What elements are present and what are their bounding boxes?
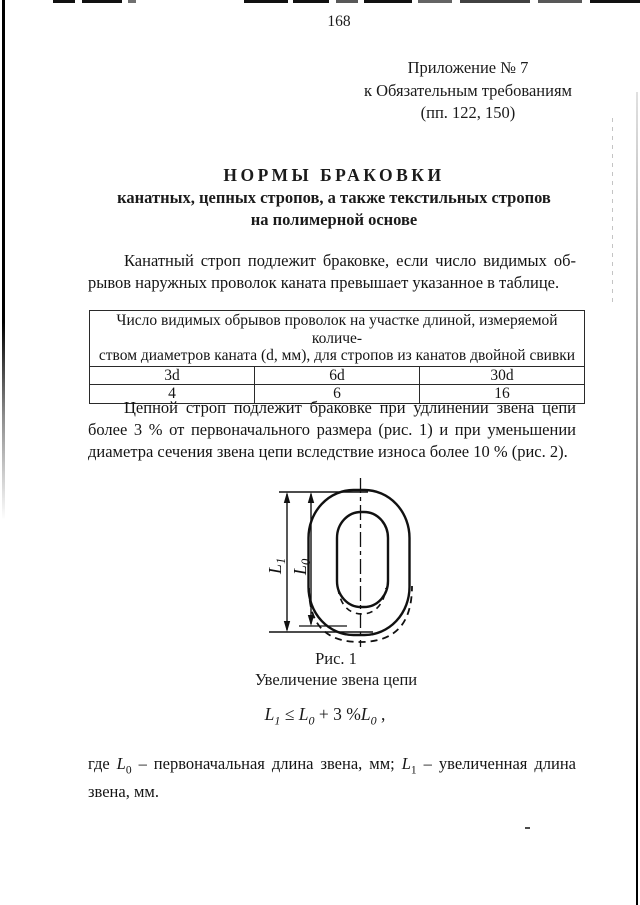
formula-var: L: [298, 704, 309, 724]
figure-caption: [88, 648, 584, 690]
scan-top-dash: [364, 0, 412, 3]
scan-top-dash: [293, 0, 329, 3]
link-inner-contour: [337, 512, 388, 607]
appendix-line-3: (пп. 122, 150): [420, 103, 516, 122]
appendix-heading: [364, 57, 572, 125]
figure-chain-link: [0, 478, 640, 648]
paragraph-chain-sling: [88, 397, 576, 463]
formula-operator: + 3 %: [314, 704, 361, 724]
formula-relation: ≤: [280, 704, 299, 724]
table-header-row: [90, 311, 585, 367]
scan-top-dash: [82, 0, 122, 3]
note-sub: 0: [125, 764, 132, 777]
arrowhead: [308, 492, 314, 503]
title-sub-2: на полимерной основе: [250, 210, 418, 229]
note-sub: 1: [410, 764, 417, 777]
page-number: 168: [327, 13, 351, 30]
formula-comma: ,: [376, 704, 386, 724]
table-cell: 3d: [90, 366, 255, 385]
formula-var: L: [360, 704, 371, 724]
scan-top-dash: [460, 0, 530, 3]
paragraph-line: Цепной строп подлежит браковке при удлинении звена цепи: [124, 398, 576, 417]
note-var: L: [401, 754, 411, 773]
scan-left-border-line: [2, 0, 5, 520]
figure-subcaption: Увеличение звена цепи: [254, 670, 418, 689]
chain-link-drawing: [0, 478, 640, 648]
formula-sub: 1: [274, 713, 281, 728]
scan-speck: [525, 827, 530, 829]
appendix-line-1: Приложение № 7: [407, 58, 529, 77]
table-header-cell: [90, 311, 585, 367]
table-cell: 6: [255, 385, 420, 404]
table-cell: 30d: [420, 366, 585, 385]
formula-var: L: [264, 704, 275, 724]
arrowhead: [284, 621, 290, 632]
figure-number: Рис. 1: [315, 649, 357, 668]
table-header-line-2: ством диаметров каната (d, мм), для стропов из канатов двойной свивки: [98, 347, 576, 364]
paragraph-definitions: [88, 753, 576, 803]
table-header-line-1: Число видимых обрывов проволок на участке длиной, измеряемой количе-: [116, 312, 558, 347]
scan-top-dash: [53, 0, 75, 3]
scan-top-dash: [590, 0, 640, 3]
label-l0: $L_0$: [290, 558, 313, 575]
note-var: L: [116, 754, 126, 773]
appendix-line-2: к Обязательным требованиям: [363, 80, 572, 100]
title-main: НОРМЫ БРАКОВКИ: [223, 165, 445, 185]
wire-breaks-table: [89, 310, 585, 404]
table-cell: 16: [420, 385, 585, 404]
scan-top-dash: [418, 0, 452, 3]
table-row: [90, 366, 585, 385]
formula-elongation: [88, 704, 562, 729]
arrowhead: [308, 615, 314, 626]
paragraph-line: диаметра сечения звена цепи вследствие износа более 10 % (рис. 2).: [88, 442, 568, 461]
paragraph-line: [88, 753, 576, 781]
paragraph-line: рывов наружных проволок каната превышает указанное в таблице.: [88, 273, 560, 292]
title-sub-1: канатных, цепных стропов, а также текстильных стропов: [117, 188, 551, 207]
table-cell: 4: [90, 385, 255, 404]
paragraph-line: более 3 % от первоначального размера (рис. 1) и при уменьшении: [88, 420, 576, 439]
scan-dotted-artifact: [612, 118, 613, 303]
scan-top-dash: [128, 0, 136, 3]
scan-top-dash: [538, 0, 582, 3]
note-text: – увеличенная длина: [416, 754, 576, 773]
scan-top-dash: [244, 0, 288, 3]
note-text: – первоначальная длина звена, мм;: [131, 754, 402, 773]
paragraph-line: звена, мм.: [88, 782, 159, 802]
paragraph-line: Канатный строп подлежит браковке, если число видимых об-: [124, 251, 576, 270]
scan-top-dash: [336, 0, 358, 3]
label-l1: $L_1$: [265, 557, 288, 574]
note-text: где: [88, 754, 117, 773]
paragraph-rope-sling: [88, 250, 576, 294]
formula-sub: 0: [370, 713, 377, 728]
formula-sub: 0: [308, 713, 315, 728]
arrowhead: [284, 492, 290, 503]
document-title: [88, 163, 580, 231]
table-cell: 6d: [255, 366, 420, 385]
